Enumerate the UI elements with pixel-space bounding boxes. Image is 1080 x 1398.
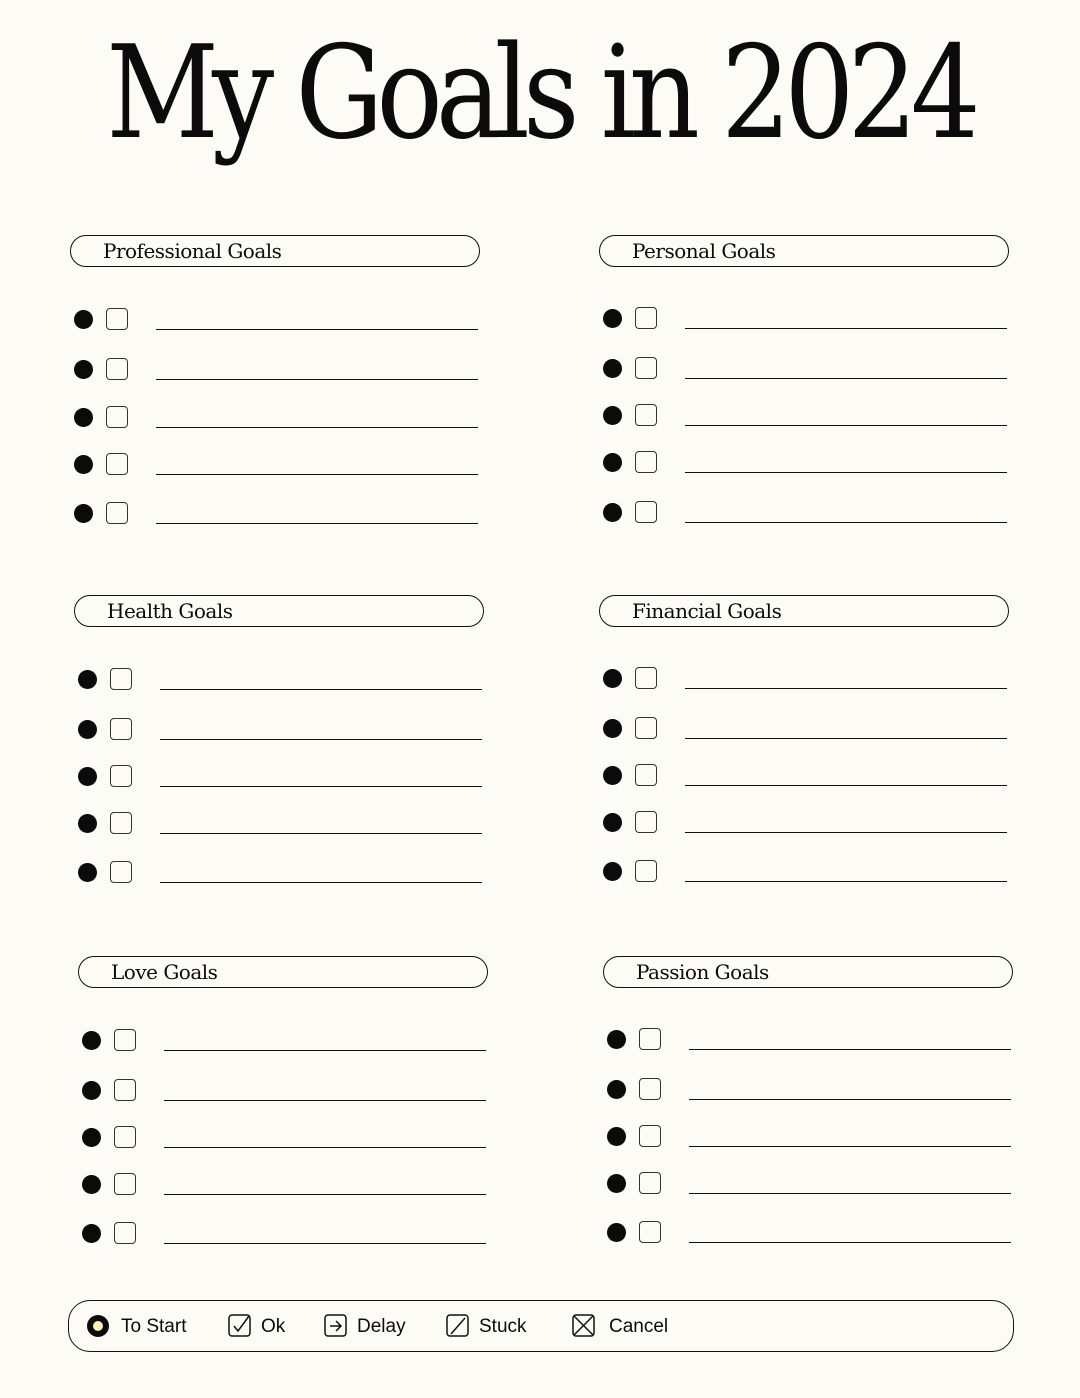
goal-row <box>603 666 1013 690</box>
bullet-dot <box>603 453 622 472</box>
bullet-dot <box>607 1030 626 1049</box>
goal-row <box>603 763 1013 787</box>
goal-row <box>603 810 1013 834</box>
goal-write-line[interactable] <box>164 1194 486 1195</box>
goal-row <box>74 501 484 525</box>
goal-checkbox[interactable] <box>106 406 128 428</box>
section-health-goals <box>74 595 494 895</box>
goal-write-line[interactable] <box>685 738 1007 739</box>
goal-checkbox[interactable] <box>635 307 657 329</box>
goal-write-line[interactable] <box>689 1049 1011 1050</box>
bullet-dot <box>74 455 93 474</box>
goal-write-line[interactable] <box>685 832 1007 833</box>
goal-checkbox[interactable] <box>114 1173 136 1195</box>
goal-write-line[interactable] <box>156 523 478 524</box>
bullet-dot <box>607 1223 626 1242</box>
goal-checkbox[interactable] <box>635 717 657 739</box>
goal-write-line[interactable] <box>156 379 478 380</box>
goal-checkbox[interactable] <box>635 357 657 379</box>
section-love-goals <box>78 956 498 1256</box>
goal-row <box>74 357 484 381</box>
bullet-dot <box>82 1081 101 1100</box>
bullet-dot <box>603 669 622 688</box>
goal-write-line[interactable] <box>156 329 478 330</box>
section-title: Health Goals <box>107 599 233 623</box>
goal-row <box>74 307 484 331</box>
goal-checkbox[interactable] <box>106 358 128 380</box>
goal-write-line[interactable] <box>685 378 1007 379</box>
section-passion-goals <box>603 956 1023 1256</box>
bullet-dot <box>603 766 622 785</box>
bullet-dot <box>603 503 622 522</box>
section-professional-goals <box>70 235 490 535</box>
goal-row <box>82 1221 492 1245</box>
goal-row <box>607 1171 1017 1195</box>
bullet-dot <box>74 408 93 427</box>
goal-row <box>82 1028 492 1052</box>
goal-checkbox[interactable] <box>639 1221 661 1243</box>
goal-row <box>82 1172 492 1196</box>
goal-row <box>78 717 488 741</box>
section-header <box>74 595 484 627</box>
goal-row <box>607 1027 1017 1051</box>
page-title: My Goals in 2024 <box>106 19 974 168</box>
check-box-icon <box>227 1313 253 1339</box>
goal-row <box>78 811 488 835</box>
bullet-dot <box>603 406 622 425</box>
goal-write-line[interactable] <box>164 1050 486 1051</box>
goal-checkbox[interactable] <box>110 861 132 883</box>
goal-row <box>78 860 488 884</box>
bullet-dot <box>603 359 622 378</box>
bullet-dot <box>82 1128 101 1147</box>
bullet-dot <box>78 863 97 882</box>
slash-box-icon <box>445 1313 471 1339</box>
x-box-icon <box>571 1313 597 1339</box>
goal-checkbox[interactable] <box>635 667 657 689</box>
goal-write-line[interactable] <box>160 739 482 740</box>
goal-write-line[interactable] <box>160 786 482 787</box>
bullet-dot <box>78 720 97 739</box>
goal-write-line[interactable] <box>156 427 478 428</box>
goal-write-line[interactable] <box>685 785 1007 786</box>
goal-checkbox[interactable] <box>639 1172 661 1194</box>
goal-write-line[interactable] <box>689 1242 1011 1243</box>
section-header <box>603 956 1013 988</box>
goal-write-line[interactable] <box>685 688 1007 689</box>
goal-checkbox[interactable] <box>114 1126 136 1148</box>
bullet-dot <box>607 1174 626 1193</box>
goal-row <box>74 452 484 476</box>
goal-write-line[interactable] <box>156 474 478 475</box>
goal-checkbox[interactable] <box>635 764 657 786</box>
bullet-dot <box>74 504 93 523</box>
bullet-dot <box>78 814 97 833</box>
bullet-dot <box>78 670 97 689</box>
goal-write-line[interactable] <box>685 425 1007 426</box>
goal-row <box>603 859 1013 883</box>
goal-row <box>607 1124 1017 1148</box>
goal-write-line[interactable] <box>160 882 482 883</box>
bullet-dot <box>82 1224 101 1243</box>
goal-checkbox[interactable] <box>635 860 657 882</box>
section-title: Love Goals <box>111 960 218 984</box>
legend-label: Cancel <box>609 1316 669 1337</box>
goal-checkbox[interactable] <box>639 1078 661 1100</box>
goal-checkbox[interactable] <box>110 765 132 787</box>
goal-checkbox[interactable] <box>110 668 132 690</box>
goal-checkbox[interactable] <box>114 1029 136 1051</box>
goal-row <box>603 450 1013 474</box>
goal-write-line[interactable] <box>160 833 482 834</box>
goal-checkbox[interactable] <box>639 1028 661 1050</box>
bullet-dot <box>78 767 97 786</box>
goal-row <box>607 1220 1017 1244</box>
goal-row <box>603 306 1013 330</box>
goal-write-line[interactable] <box>685 522 1007 523</box>
goal-checkbox[interactable] <box>110 812 132 834</box>
goal-checkbox[interactable] <box>114 1222 136 1244</box>
goal-row <box>603 716 1013 740</box>
goal-write-line[interactable] <box>164 1100 486 1101</box>
goal-write-line[interactable] <box>689 1099 1011 1100</box>
to-start-icon <box>85 1313 111 1339</box>
goal-write-line[interactable] <box>689 1193 1011 1194</box>
goal-write-line[interactable] <box>685 881 1007 882</box>
bullet-dot <box>603 862 622 881</box>
goal-write-line[interactable] <box>160 689 482 690</box>
goal-row <box>78 764 488 788</box>
section-header <box>599 235 1009 267</box>
section-title: Professional Goals <box>103 239 282 263</box>
status-legend <box>68 1300 1014 1352</box>
goal-checkbox[interactable] <box>635 811 657 833</box>
goal-checkbox[interactable] <box>110 718 132 740</box>
goal-checkbox[interactable] <box>114 1079 136 1101</box>
section-header <box>599 595 1009 627</box>
bullet-dot <box>607 1080 626 1099</box>
goal-checkbox[interactable] <box>635 451 657 473</box>
goal-write-line[interactable] <box>164 1243 486 1244</box>
goal-write-line[interactable] <box>164 1147 486 1148</box>
bullet-dot <box>607 1127 626 1146</box>
goal-row <box>82 1078 492 1102</box>
goal-row <box>607 1077 1017 1101</box>
section-financial-goals <box>599 595 1019 895</box>
goal-write-line[interactable] <box>685 328 1007 329</box>
section-title: Personal Goals <box>632 239 776 263</box>
goal-checkbox[interactable] <box>106 502 128 524</box>
legend-label: Stuck <box>479 1316 527 1337</box>
goal-checkbox[interactable] <box>106 453 128 475</box>
legend-label: To Start <box>121 1316 187 1337</box>
goal-row <box>603 356 1013 380</box>
goal-checkbox[interactable] <box>635 404 657 426</box>
goal-write-line[interactable] <box>689 1146 1011 1147</box>
section-personal-goals <box>599 235 1019 535</box>
goal-row <box>603 500 1013 524</box>
goal-row <box>74 405 484 429</box>
goal-row <box>78 667 488 691</box>
bullet-dot <box>603 309 622 328</box>
bullet-dot <box>82 1175 101 1194</box>
section-title: Passion Goals <box>636 960 769 984</box>
goal-checkbox[interactable] <box>106 308 128 330</box>
goal-checkbox[interactable] <box>639 1125 661 1147</box>
section-header <box>78 956 488 988</box>
arrow-box-icon <box>323 1313 349 1339</box>
bullet-dot <box>82 1031 101 1050</box>
legend-label: Ok <box>261 1316 286 1337</box>
bullet-dot <box>603 719 622 738</box>
section-header <box>70 235 480 267</box>
bullet-dot <box>74 310 93 329</box>
bullet-dot <box>603 813 622 832</box>
goal-row <box>82 1125 492 1149</box>
goal-write-line[interactable] <box>685 472 1007 473</box>
legend-label: Delay <box>357 1316 406 1337</box>
goal-row <box>603 403 1013 427</box>
bullet-dot <box>74 360 93 379</box>
goal-checkbox[interactable] <box>635 501 657 523</box>
section-title: Financial Goals <box>632 599 782 623</box>
